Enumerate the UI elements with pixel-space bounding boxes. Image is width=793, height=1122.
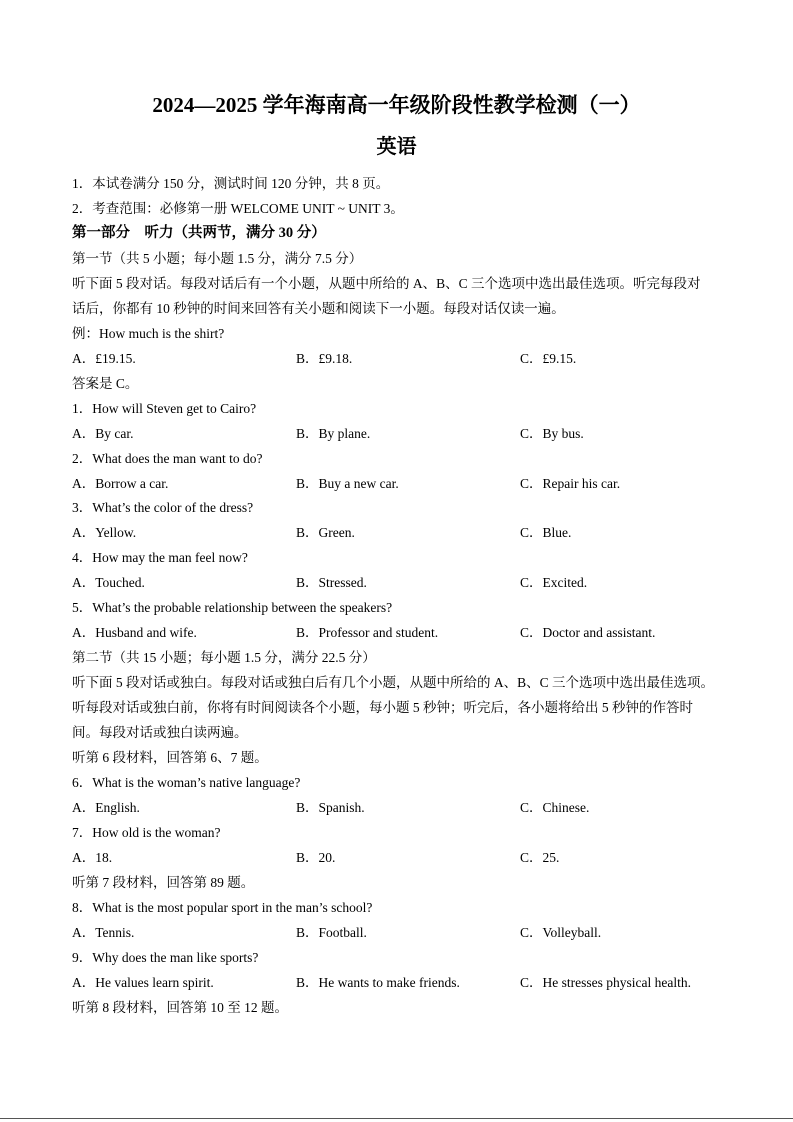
q5-option-a: A．Husband and wife.: [72, 625, 197, 640]
q2-option-a: A．Borrow a car.: [72, 476, 169, 491]
q3-option-b: B．Green.: [296, 525, 355, 540]
q8-option-a: A．Tennis.: [72, 925, 135, 940]
example-question: 例：How much is the shirt?: [72, 326, 225, 341]
q3-option-c: C．Blue.: [520, 525, 572, 540]
example-option-c: C．£9.15.: [520, 351, 577, 366]
question-9: 9．Why does the man like sports?: [72, 950, 259, 965]
q6-option-b: B．Spanish.: [296, 800, 365, 815]
q1-option-c: C．By bus.: [520, 426, 584, 441]
q4-option-c: C．Excited.: [520, 575, 588, 590]
section2-heading: 第二节（共 15 小题；每小题 1.5 分，满分 22.5 分）: [72, 650, 376, 665]
q3-option-a: A．Yellow.: [72, 525, 137, 540]
q7-option-c: C．25.: [520, 850, 560, 865]
q5-option-b: B．Professor and student.: [296, 625, 439, 640]
question-7: 7．How old is the woman?: [72, 825, 221, 840]
question-6: 6．What is the woman’s native language?: [72, 775, 301, 790]
section2-instruction-1: 听下面 5 段对话或独白。每段对话或独白后有几个小题，从题中所给的 A、B、C 三个选项中选出最佳选项。: [72, 675, 715, 690]
section2-instruction-2: 听每段对话或独白前，你将有时间阅读各个小题，每小题 5 秒钟；听完后，各小题将给出 5 秒钟的作答时: [72, 700, 693, 715]
question-3: 3．What’s the color of the dress?: [72, 500, 254, 515]
section2-instruction-3: 间。每段对话或独白读两遍。: [72, 725, 248, 740]
subject-title: 英语: [376, 136, 417, 158]
q2-option-b: B．Buy a new car.: [296, 476, 399, 491]
question-5: 5．What’s the probable relationship between the speakers?: [72, 600, 393, 615]
page-bottom-divider: [0, 1118, 793, 1119]
note-2: 2．考查范围：必修第一册 WELCOME UNIT ~ UNIT 3。: [72, 201, 404, 216]
q6-option-c: C．Chinese.: [520, 800, 590, 815]
question-1: 1．How will Steven get to Cairo?: [72, 401, 257, 416]
q2-option-c: C．Repair his car.: [520, 476, 621, 491]
section1-instruction-1: 听下面 5 段对话。每段对话后有一个小题，从题中所给的 A、B、C 三个选项中选出最佳选项。听完每段对: [72, 276, 701, 291]
section1-instruction-2: 话后，你都有 10 秒钟的时间来回答有关小题和阅读下一小题。每段对话仅读一遍。: [72, 301, 565, 316]
page-title: 2024—2025 学年海南高一年级阶段性教学检测（一）: [152, 93, 641, 117]
question-4: 4．How may the man feel now?: [72, 550, 248, 565]
q8-option-b: B．Football.: [296, 925, 367, 940]
part1-heading: 第一部分 听力（共两节，满分 30 分）: [72, 225, 326, 241]
section1-heading: 第一节（共 5 小题；每小题 1.5 分，满分 7.5 分）: [72, 251, 363, 266]
q4-option-b: B．Stressed.: [296, 575, 367, 590]
q4-option-a: A．Touched.: [72, 575, 145, 590]
q1-option-b: B．By plane.: [296, 426, 371, 441]
q7-option-a: A．18.: [72, 850, 113, 865]
question-8: 8．What is the most popular sport in the man’s school?: [72, 900, 373, 915]
question-2: 2．What does the man want to do?: [72, 451, 263, 466]
q9-option-a: A．He values learn spirit.: [72, 975, 214, 990]
note-1: 1．本试卷满分 150 分，测试时间 120 分钟，共 8 页。: [72, 176, 390, 191]
material-6-heading: 听第 6 段材料，回答第 6、7 题。: [72, 750, 268, 765]
material-7-heading: 听第 7 段材料，回答第 89 题。: [72, 875, 255, 890]
q7-option-b: B．20.: [296, 850, 336, 865]
q9-option-b: B．He wants to make friends.: [296, 975, 460, 990]
material-8-heading: 听第 8 段材料，回答第 10 至 12 题。: [72, 1000, 288, 1015]
example-option-b: B．£9.18.: [296, 351, 353, 366]
q9-option-c: C．He stresses physical health.: [520, 975, 691, 990]
q5-option-c: C．Doctor and assistant.: [520, 625, 656, 640]
q1-option-a: A．By car.: [72, 426, 134, 441]
example-answer: 答案是 C。: [72, 376, 139, 391]
q6-option-a: A．English.: [72, 800, 140, 815]
example-option-a: A．£19.15.: [72, 351, 136, 366]
q8-option-c: C．Volleyball.: [520, 925, 602, 940]
